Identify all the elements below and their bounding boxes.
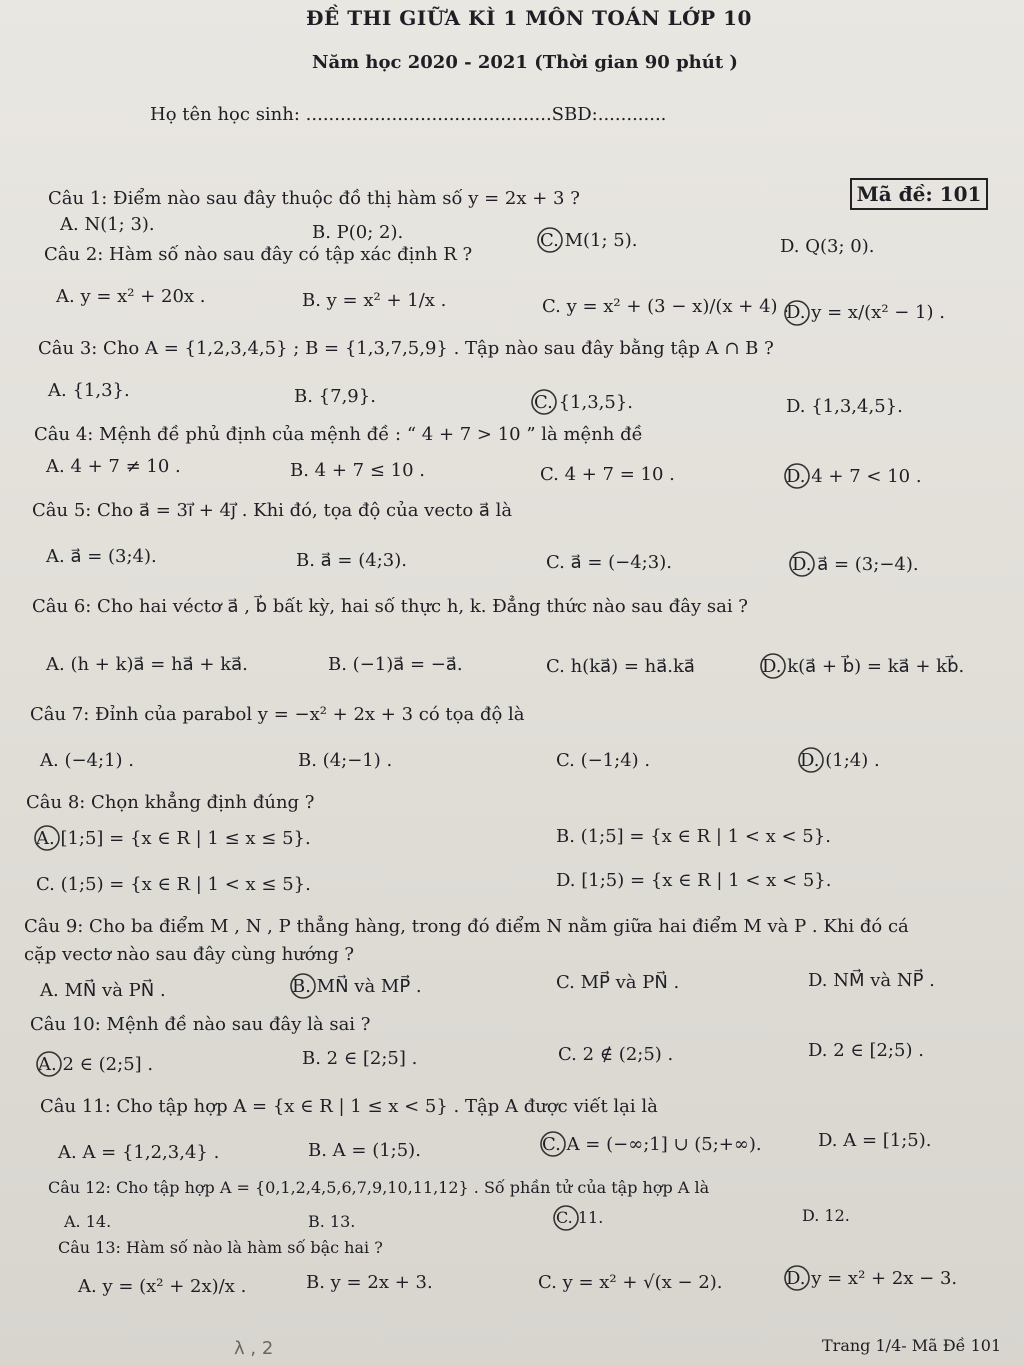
question-10-option-a: A. 2 ∈ (2;5] . [38, 1054, 154, 1075]
question-9-option-b: B. MN⃗ và MP⃗ . [292, 976, 422, 997]
handwritten-note: λ , 2 [234, 1338, 274, 1359]
question-5-stem: Câu 5: Cho a⃗ = 3i⃗ + 4j⃗ . Khi đó, tọa độ của vecto a⃗ là [32, 500, 513, 521]
answer-mark-q10 [37, 1052, 61, 1076]
question-4-option-a: A. 4 + 7 ≠ 10 . [46, 456, 181, 477]
question-13-option-c: C. y = x² + √(x − 2). [538, 1272, 723, 1293]
question-2-option-c: C. y = x² + (3 − x)/(x + 4) . [542, 296, 790, 317]
question-12-stem: Câu 12: Cho tập hợp A = {0,1,2,4,5,6,7,9,10,11,12} . Số phần tử của tập hợp A là [48, 1178, 710, 1197]
exam-title: ĐỀ THI GIỮA KÌ 1 MÔN TOÁN LỚP 10 [306, 6, 752, 30]
answer-mark-q8 [35, 826, 59, 850]
question-8-option-a: A. [1;5] = {x ∈ R | 1 ≤ x ≤ 5}. [36, 828, 311, 849]
question-2-option-d: D. y = x/(x² − 1) . [786, 302, 945, 323]
question-3-stem: Câu 3: Cho A = {1,2,3,4,5} ; B = {1,3,7,5,9} . Tập nào sau đây bằng tập A ∩ B ? [38, 338, 774, 359]
question-3-option-b: B. {7,9}. [294, 386, 376, 407]
question-6-option-c: C. h(ka⃗) = ha⃗.ka⃗ [546, 656, 695, 677]
answer-mark-q3 [532, 390, 556, 414]
answer-mark-q12 [554, 1206, 578, 1230]
question-5-option-b: B. a⃗ = (4;3). [296, 550, 407, 571]
question-9-stem-continued: cặp vectơ nào sau đây cùng hướng ? [24, 944, 355, 965]
question-1-option-d: D. Q(3; 0). [780, 236, 875, 257]
question-10-stem: Câu 10: Mệnh đề nào sau đây là sai ? [30, 1014, 371, 1035]
question-13-option-d: D. y = x² + 2x − 3. [786, 1268, 958, 1289]
question-2-stem: Câu 2: Hàm số nào sau đây có tập xác định R ? [44, 244, 473, 265]
question-10-option-d: D. 2 ∈ [2;5) . [808, 1040, 924, 1061]
question-8-stem: Câu 8: Chọn khẳng định đúng ? [26, 792, 315, 813]
question-2-option-a: A. y = x² + 20x . [56, 286, 206, 307]
question-1-option-c: C. M(1; 5). [540, 230, 638, 251]
question-11-option-a: A. A = {1,2,3,4} . [58, 1142, 220, 1163]
answer-mark-q9 [291, 974, 315, 998]
question-13-option-b: B. y = 2x + 3. [306, 1272, 433, 1293]
question-4-option-d: D. 4 + 7 < 10 . [786, 466, 922, 487]
question-12-option-b: B. 13. [308, 1212, 356, 1231]
question-7-option-d: D. (1;4) . [800, 750, 880, 771]
question-11-option-b: B. A = (1;5). [308, 1140, 421, 1161]
answer-mark-q6 [761, 654, 785, 678]
question-2-option-b: B. y = x² + 1/x . [302, 290, 447, 311]
question-4-option-c: C. 4 + 7 = 10 . [540, 464, 675, 485]
question-9-option-a: A. MN⃗ và PN⃗ . [40, 980, 166, 1001]
question-12-option-c: C. 11. [556, 1208, 604, 1227]
question-10-option-b: B. 2 ∈ [2;5] . [302, 1048, 418, 1069]
question-1-option-b: B. P(0; 2). [312, 222, 404, 243]
question-7-option-a: A. (−4;1) . [40, 750, 134, 771]
question-11-option-c: C. A = (−∞;1] ∪ (5;+∞). [542, 1134, 762, 1155]
question-3-option-a: A. {1,3}. [48, 380, 130, 401]
answer-mark-q11 [541, 1132, 565, 1156]
exam-subtitle: Năm học 2020 - 2021 (Thời gian 90 phút ) [312, 52, 738, 73]
question-6-option-a: A. (h + k)a⃗ = ha⃗ + ka⃗. [46, 654, 248, 675]
answer-mark-q4 [785, 464, 809, 488]
question-5-option-c: C. a⃗ = (−4;3). [546, 552, 672, 573]
answer-mark-q2 [785, 301, 809, 325]
question-12-option-d: D. 12. [802, 1206, 850, 1225]
answer-mark-q7 [799, 748, 823, 772]
question-6-option-b: B. (−1)a⃗ = −a⃗. [328, 654, 463, 675]
question-6-stem: Câu 6: Cho hai véctơ a⃗ , b⃗ bất kỳ, hai số thực h, k. Đẳng thức nào sau đây sai ? [32, 596, 748, 617]
answer-mark-q13 [785, 1266, 809, 1290]
question-8-option-d: D. [1;5) = {x ∈ R | 1 < x < 5}. [556, 870, 832, 891]
answer-mark-q1 [538, 228, 562, 252]
question-11-stem: Câu 11: Cho tập hợp A = {x ∈ R | 1 ≤ x < 5} . Tập A được viết lại là [40, 1096, 658, 1117]
question-12-option-a: A. 14. [64, 1212, 112, 1231]
question-11-option-d: D. A = [1;5). [818, 1130, 932, 1151]
question-1-option-a: A. N(1; 3). [60, 214, 155, 235]
student-info-line: Họ tên học sinh: ...........................................SBD:............ [150, 104, 667, 125]
question-13-stem: Câu 13: Hàm số nào là hàm số bậc hai ? [58, 1238, 383, 1257]
question-8-option-b: B. (1;5] = {x ∈ R | 1 < x < 5}. [556, 826, 831, 847]
question-7-option-c: C. (−1;4) . [556, 750, 651, 771]
question-4-option-b: B. 4 + 7 ≤ 10 . [290, 460, 425, 481]
question-3-option-c: C. {1,3,5}. [534, 392, 633, 413]
question-9-option-c: C. MP⃗ và PN⃗ . [556, 972, 680, 993]
question-3-option-d: D. {1,3,4,5}. [786, 396, 903, 417]
question-5-option-a: A. a⃗ = (3;4). [46, 546, 157, 567]
question-9-option-d: D. NM⃗ và NP⃗ . [808, 970, 935, 991]
question-13-option-a: A. y = (x² + 2x)/x . [78, 1276, 247, 1297]
page-footer: Trang 1/4- Mã Đề 101 [822, 1336, 1002, 1355]
question-10-option-c: C. 2 ∉ (2;5) . [558, 1044, 674, 1065]
exam-code-box: Mã đề: 101 [850, 178, 988, 210]
question-6-option-d: D. k(a⃗ + b⃗) = ka⃗ + kb⃗. [762, 656, 965, 677]
question-1-stem: Câu 1: Điểm nào sau đây thuộc đồ thị hàm số y = 2x + 3 ? [48, 188, 580, 209]
question-8-option-c: C. (1;5) = {x ∈ R | 1 < x ≤ 5}. [36, 874, 311, 895]
question-9-stem: Câu 9: Cho ba điểm M , N , P thẳng hàng, trong đó điểm N nằm giữa hai điểm M và P . Khi đó cá [24, 916, 909, 937]
answer-mark-q5 [790, 552, 814, 576]
question-5-option-d: D. a⃗ = (3;−4). [792, 554, 919, 575]
question-4-stem: Câu 4: Mệnh đề phủ định của mệnh đề : “ 4 + 7 > 10 ” là mệnh đề [34, 424, 643, 445]
question-7-option-b: B. (4;−1) . [298, 750, 393, 771]
question-7-stem: Câu 7: Đỉnh của parabol y = −x² + 2x + 3 có tọa độ là [30, 704, 525, 725]
